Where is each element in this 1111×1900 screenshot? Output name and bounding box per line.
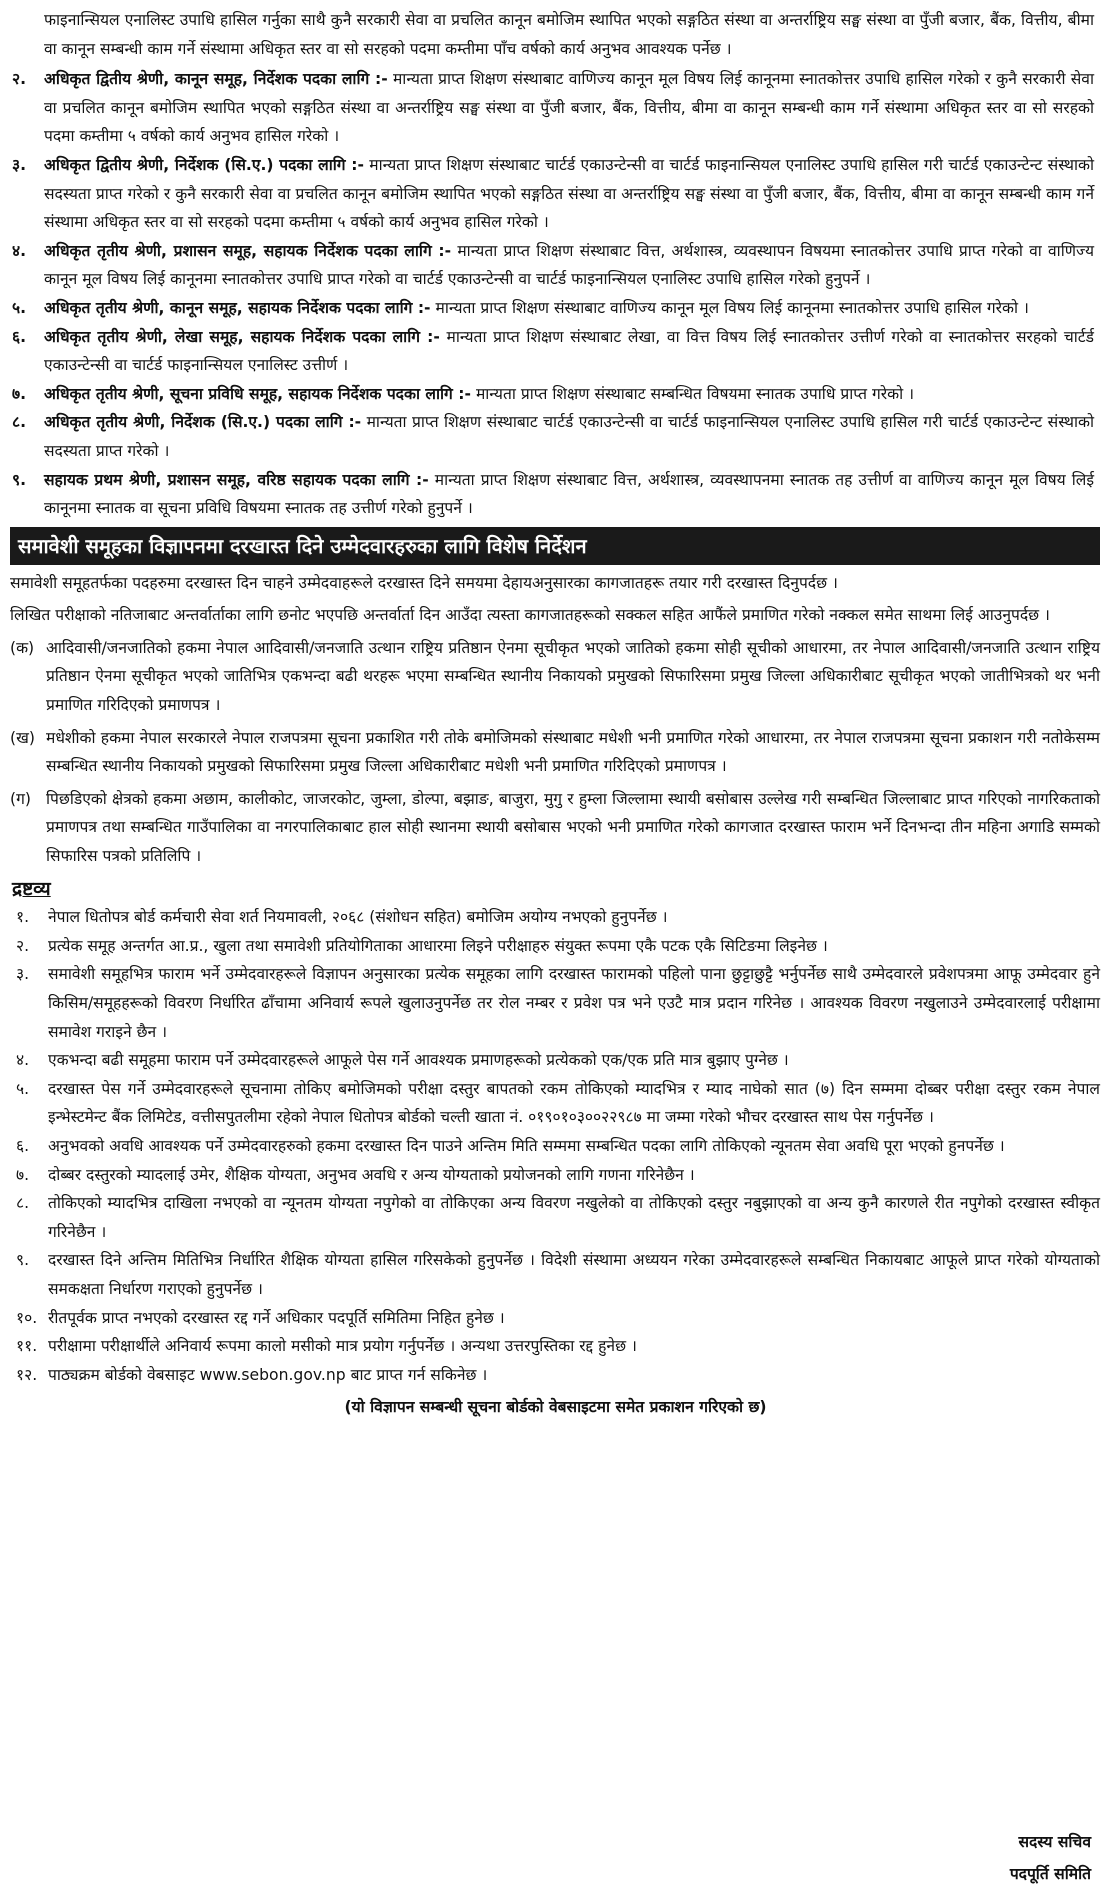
- notes-title: द्रष्टव्य: [12, 877, 51, 900]
- qualification-number: ९.: [12, 470, 27, 489]
- category-label: (ख): [10, 728, 35, 747]
- note-number: ७.: [16, 1165, 30, 1184]
- inclusive-category-item: [10, 724, 1100, 781]
- qualification-item: [0, 237, 1111, 294]
- qualification-item: [0, 294, 1111, 323]
- qualification-item: [0, 380, 1111, 409]
- qualification-text: मान्यता प्राप्त शिक्षण संस्थाबाट चार्टर्ड एकाउन्टेन्सी वा चार्टर्ड फाइनान्सियल एनालिस्ट उपाधि हासिल गरी चार्टर्ड एकाउन्टेन्ट संस्थाको सदस्यता प्राप्त गरेको र कुनै सरकारी सेवा वा प्रचलित कानून बमोजिम स्थापित भएको सङ्गठित संस्था वा अन्तर्राष्ट्रिय सङ्घ संस्था वा पुँजी बजार, बैंक, वित्तीय, बीमा वा कानून सम्बन्धी काम गर्ने संस्थामा अधिकृत स्तर वा सो सरहको पदमा कम्तीमा ५ वर्षको कार्य अनुभव हासिल गरेको ।: [44, 155, 1094, 232]
- qualification-text: मान्यता प्राप्त शिक्षण संस्थाबाट चार्टर्ड एकाउन्टेन्सी वा चार्टर्ड फाइनान्सियल एनालिस्ट उपाधि हासिल गरी चार्टर्ड एकाउन्टेन्ट संस्थाको सदस्यता प्राप्त गरेको ।: [44, 413, 1094, 460]
- qualification-text: मान्यता प्राप्त शिक्षण संस्थाबाट वाणिज्य कानून मूल विषय लिई कानूनमा स्नातकोत्तर उपाधि हासिल गरेको ।: [430, 298, 1029, 317]
- qualification-text: मान्यता प्राप्त शिक्षण संस्थाबाट लेखा, वा वित्त विषय लिई स्नातकोत्तर उत्तीर्ण गरेको वा स्नातकोत्तर सरहको चार्टर्ड एकाउन्टेन्सी वा चार्टर्ड फाइनान्सियल एनालिस्ट उत्तीर्ण ।: [44, 327, 1094, 375]
- signature-block: [1010, 1826, 1091, 1890]
- qualification-body: [44, 323, 1094, 380]
- note-text: पाठ्यक्रम बोर्डको वेबसाइट www.sebon.gov.np बाट प्राप्त गर्न सकिनेछ ।: [48, 1365, 488, 1384]
- note-text: दरखास्त दिने अन्तिम मितिभित्र निर्धारित शैक्षिक योग्यता हासिल गरिसकेको हुनुपर्नेछ । विदेशी संस्थामा अध्ययन गरेका उम्मेदवारहरूले सम्बन्धित निकायबाट आफूले प्राप्त गरेको योग्यताको समकक्षता निर्धारण गराएको हुनुपर्नेछ ।: [48, 1251, 1100, 1298]
- category-text: पिछडिएको क्षेत्रको हकमा अछाम, कालीकोट, जाजरकोट, जुम्ला, डोल्पा, बझाङ, बाजुरा, मुगु र हुम्ला जिल्लामा स्थायी बसोबास उल्लेख गरी सम्बन्धित जिल्लाबाट प्राप्त गरिएको नागरिकताको प्रमाणपत्र तथा सम्बन्धित गाउँपालिका वा नगरपालिकाबाट हाल सोही स्थानमा स्थायी बसोबास भएको भनी प्रमाणित गरेको कागजात दरखास्त फाराम भर्ने दिनभन्दा तीन महिना अगाडि सम्मको सिफारिस पत्रको प्रतिलिपि ।: [46, 789, 1100, 866]
- note-number: ९.: [16, 1251, 30, 1270]
- note-item: [10, 1246, 1100, 1303]
- category-text: आदिवासी/जनजातिको हकमा नेपाल आदिवासी/जनजाति उत्थान राष्ट्रिय प्रतिष्ठान ऐनमा सूचीकृत भएको जातिको हकमा सोही सूचीको आधारमा, तर नेपाल आदिवासी/जनजाति उत्थान राष्ट्रिय प्रतिष्ठान ऐनमा सूचीकृत भएको जातिभित्र एकभन्दा बढी थरहरू भएमा सम्बन्धित स्थानीय निकायको प्रमुखको सिफारिसमा प्रमुख जिल्ला अधिकारीबाट सूचीकृत भएको जातीभित्रको थर भनी प्रमाणित गरिदिएको प्रमाणपत्र ।: [46, 638, 1100, 715]
- signature-title: सदस्य सचिव: [1018, 1833, 1091, 1851]
- qualification-heading: अधिकृत द्वितीय श्रेणी, कानून समूह, निर्देशक पदका लागि :-: [44, 70, 388, 89]
- qualification-number: ७.: [12, 384, 27, 403]
- qualification-body: [44, 466, 1094, 523]
- qualification-body: [44, 408, 1094, 465]
- note-number: ५.: [16, 1079, 30, 1098]
- note-text: अनुभवको अवधि आवश्यक पर्ने उम्मेदवारहरुको हकमा दरखास्त दिन पाउने अन्तिम मिति सम्ममा सम्बन्धित पदका लागि तोकिएको न्यूनतम सेवा अवधि पूरा भएको हुनपर्नेछ ।: [48, 1136, 1005, 1155]
- note-item: [10, 1161, 1100, 1190]
- note-text: तोकिएको म्यादभित्र दाखिला नभएको वा न्यूनतम योग्यता नपुगेको वा तोकिएका अन्य विवरण नखुलेको वा तोकिएको दस्तुर नबुझाएको वा अन्य कुनै कारणले रीत नपुगेको दरखास्त स्वीकृत गरिनेछैन ।: [48, 1194, 1100, 1241]
- qualification-text: मान्यता प्राप्त शिक्षण संस्थाबाट सम्बन्धित विषयमा स्नातक उपाधि प्राप्त गरेको ।: [470, 384, 914, 403]
- inclusive-instructions-banner: समावेशी समूहका विज्ञापनमा दरखास्त दिने उम्मेदवारहरुका लागि विशेष निर्देशन: [10, 527, 1100, 565]
- qualification-intro: फाइनान्सियल एनालिस्ट उपाधि हासिल गर्नुका साथै कुनै सरकारी सेवा वा प्रचलित कानून बमोजिम स्थापित भएको सङ्गठित संस्था वा अन्तर्राष्ट्रिय सङ्घ संस्था वा पुँजी बजार, बैंक, वित्तीय, बीमा वा कानून सम्बन्धी काम गर्ने संस्थामा अधिकृत स्तर वा सो सरहको पदमा कम्तीमा पाँच वर्षको कार्य अनुभव आवश्यक पर्नेछ ।: [44, 11, 1094, 58]
- qualification-item: [0, 65, 1111, 151]
- note-item: [10, 1361, 1100, 1390]
- qualification-heading: अधिकृत तृतीय श्रेणी, प्रशासन समूह, सहायक निर्देशक पदका लागि :-: [44, 241, 452, 260]
- note-text: परीक्षामा परीक्षार्थीले अनिवार्य रूपमा कालो मसीको मात्र प्रयोग गर्नुपर्नेछ । अन्यथा उत्तरपुस्तिका रद्द हुनेछ ।: [48, 1337, 637, 1356]
- qualification-body: [44, 380, 1094, 409]
- note-item: [10, 1046, 1100, 1075]
- note-number: १०.: [16, 1308, 38, 1327]
- qualification-number: ४.: [12, 241, 27, 260]
- note-number: २.: [16, 936, 30, 955]
- note-item: [10, 1132, 1100, 1161]
- qualification-heading: अधिकृत तृतीय श्रेणी, सूचना प्रविधि समूह, सहायक निर्देशक पदका लागि :-: [44, 384, 471, 403]
- qualification-heading: अधिकृत तृतीय श्रेणी, कानून समूह, सहायक निर्देशक पदका लागि :-: [44, 298, 431, 317]
- note-number: ६.: [16, 1136, 30, 1155]
- qualification-heading: सहायक प्रथम श्रेणी, प्रशासन समूह, वरिष्ठ सहायक पदका लागि :-: [44, 470, 429, 489]
- qualification-body: [44, 151, 1094, 237]
- qualification-number: २.: [12, 70, 27, 89]
- note-text: दरखास्त पेस गर्ने उम्मेदवारहरूले सूचनामा तोकिए बमोजिमको परीक्षा दस्तुर बापतको रकम तोकिएको म्यादभित्र र म्याद नाघेको सात (७) दिन सम्ममा दोब्बर परीक्षा दस्तुर रकम नेपाल इन्भेस्टमेन्ट बैंक लिमिटेड, वत्तीसपुतलीमा रहेको नेपाल धितोपत्र बोर्डको चल्ती खाता नं. ०१९०१०३००२२९८७ मा जम्मा गरेको भौचर दरखास्त साथ पेस गर्नुपर्नेछ ।: [48, 1079, 1100, 1127]
- category-label: (क): [10, 638, 35, 657]
- qualification-text: मान्यता प्राप्त शिक्षण संस्थाबाट वाणिज्य कानून मूल विषय लिई कानूनमा स्नातकोत्तर उपाधि हासिल गरेको र कुनै सरकारी सेवा वा प्रचलित कानून बमोजिम स्थापित भएको सङ्गठित संस्था वा अन्तर्राष्ट्रिय सङ्घ संस्था वा पुँजी बजार, बैंक, वित्तीय, बीमा वा कानून सम्बन्धी काम गर्ने संस्थामा अधिकृत स्तर वा सो सरहको पदमा कम्तीमा ५ वर्षको कार्य अनुभव हासिल गरेको ।: [44, 70, 1094, 146]
- qualification-heading: अधिकृत तृतीय श्रेणी, निर्देशक (सि.ए.) पदका लागि :-: [44, 413, 362, 432]
- note-item: [10, 932, 1100, 961]
- note-text: नेपाल धितोपत्र बोर्ड कर्मचारी सेवा शर्त नियमावली, २०६८ (संशोधन सहित) बमोजिम अयोग्य नभएको हुनुपर्नेछ ।: [48, 908, 668, 927]
- inclusive-paragraph: समावेशी समूहतर्फका पदहरुमा दरखास्त दिन चाहने उम्मेदवाहरूले दरखास्त दिने समयमा देहायअनुसारका कागजातहरू तयार गरी दरखास्त दिनुपर्दछ ।: [10, 573, 838, 592]
- qualification-body: [44, 294, 1094, 323]
- note-number: ३.: [16, 965, 30, 984]
- category-text: मधेशीको हकमा नेपाल सरकारले नेपाल राजपत्रमा सूचना प्रकाशित गरी तोके बमोजिमको संस्थाबाट मधेशी भनी प्रमाणित गरेको आधारमा, तर नेपाल राजपत्रमा सूचना प्रकाशन गरी नतोकेसम्म सम्बन्धित स्थानीय निकायको प्रमुखको सिफारिसमा प्रमुख जिल्ला अधिकारीबाट मधेशी भनी प्रमाणित गरिदिएको प्रमाणपत्र ।: [46, 728, 1100, 776]
- note-text: एकभन्दा बढी समूहमा फाराम पर्ने उम्मेदवारहरूले आफूले पेस गर्ने आवश्यक प्रमाणहरूको प्रत्येकको एक/एक प्रति मात्र बुझाए पुग्नेछ ।: [48, 1051, 789, 1070]
- note-item: [10, 1332, 1100, 1361]
- note-item: [10, 1189, 1100, 1246]
- note-item: [10, 1304, 1100, 1333]
- note-item: [10, 960, 1100, 1046]
- note-text: दोब्बर दस्तुरको म्यादलाई उमेर, शैक्षिक योग्यता, अनुभव अवधि र अन्य योग्यताको प्रयोजनको लागि गणना गरिनेछैन ।: [48, 1165, 695, 1184]
- qualification-number: ३.: [12, 155, 27, 174]
- notes-list: [0, 903, 1111, 1389]
- qualification-number: ८.: [12, 413, 27, 432]
- publish-note: (यो विज्ञापन सम्बन्धी सूचना बोर्डको वेबसाइटमा समेत प्रकाशन गरिएको छ): [344, 1398, 767, 1417]
- note-item: [10, 903, 1100, 932]
- qualification-number: ५.: [12, 298, 27, 317]
- note-number: ११.: [16, 1337, 38, 1356]
- qualification-list: [0, 65, 1111, 523]
- inclusive-category-item: [10, 634, 1100, 720]
- category-label: (ग): [10, 789, 31, 808]
- signature-committee: पदपूर्ति समिति: [1009, 1865, 1091, 1883]
- qualification-item: [0, 151, 1111, 237]
- qualification-text: मान्यता प्राप्त शिक्षण संस्थाबाट वित्त, अर्थशास्त्र, व्यवस्थापन विषयमा स्नातकोत्तर उपाधि प्राप्त गरेको वा वाणिज्य कानून मूल विषय लिई कानूनमा स्नातकोत्तर उपाधि प्राप्त गरेको वा चार्टर्ड एकाउन्टेन्सी वा चार्टर्ड फाइनान्सियल एनालिस्ट उपाधि हासिल गरेको हुनुपर्ने ।: [44, 241, 1094, 289]
- qualification-number: ६.: [12, 327, 27, 346]
- qualification-heading: अधिकृत द्वितीय श्रेणी, निर्देशक (सि.ए.) पदका लागि :-: [44, 155, 365, 174]
- inclusive-paragraph: लिखित परीक्षाको नतिजाबाट अन्तर्वार्ताका लागि छनोट भएपछि अन्तर्वार्ता दिन आउँदा त्यस्ता कागजातहरूको सक्कल सहित आफैंले प्रमाणित गरेको नक्कल समेत साथमा लिई आउनुपर्दछ ।: [10, 606, 1050, 625]
- note-number: १२.: [16, 1365, 38, 1384]
- qualification-heading: अधिकृत तृतीय श्रेणी, लेखा समूह, सहायक निर्देशक पदका लागि :-: [44, 327, 440, 346]
- qualification-item: [0, 323, 1111, 380]
- note-text: रीतपूर्वक प्राप्त नभएको दरखास्त रद्द गर्ने अधिकार पदपूर्ति समितिमा निहित हुनेछ ।: [48, 1308, 505, 1327]
- note-number: ८.: [16, 1194, 30, 1213]
- note-item: [10, 1075, 1100, 1132]
- qualification-item: [0, 466, 1111, 523]
- inclusive-category-list: [0, 634, 1111, 871]
- note-text: प्रत्येक समूह अन्तर्गत आ.प्र., खुला तथा समावेशी प्रतियोगिताका आधारमा लिइने परीक्षाहरु संयुक्त रूपमा एकै पटक एकै सिटिङमा लिइनेछ ।: [48, 936, 828, 955]
- qualification-body: [44, 65, 1094, 151]
- inclusive-category-item: [10, 785, 1100, 871]
- note-number: १.: [16, 908, 30, 927]
- note-number: ४.: [16, 1051, 30, 1070]
- qualification-text: मान्यता प्राप्त शिक्षण संस्थाबाट वित्त, अर्थशास्त्र, व्यवस्थापनमा स्नातक तह उत्तीर्ण वा वाणिज्य कानून मूल विषय लिई कानूनमा स्नातक वा सूचना प्रविधि विषयमा स्नातक तह उत्तीर्ण गरेको हुनुपर्ने ।: [44, 470, 1094, 518]
- note-text: समावेशी समूहभित्र फाराम भर्ने उम्मेदवारहरूले विज्ञापन अनुसारका प्रत्येक समूहका लागि दरखास्त फारामको पहिलो पाना छुट्टाछुट्टै भर्नुपर्नेछ साथै उम्मेदवारले प्रवेशपत्रमा आफू उम्मेदवार हुने किसिम/समूहहरूको विवरण निर्धारित ढाँचामा अनिवार्य रूपले खुलाउनुपर्नेछ तर रोल नम्बर र प्रवेश पत्र भने एउटै मात्र प्रदान गरिनेछ । आवश्यक विवरण नखुलाउने उम्मेदवारलाई परीक्षामा समावेश गराइने छैन ।: [48, 965, 1100, 1041]
- qualification-item: [0, 408, 1111, 465]
- qualification-body: [44, 237, 1094, 294]
